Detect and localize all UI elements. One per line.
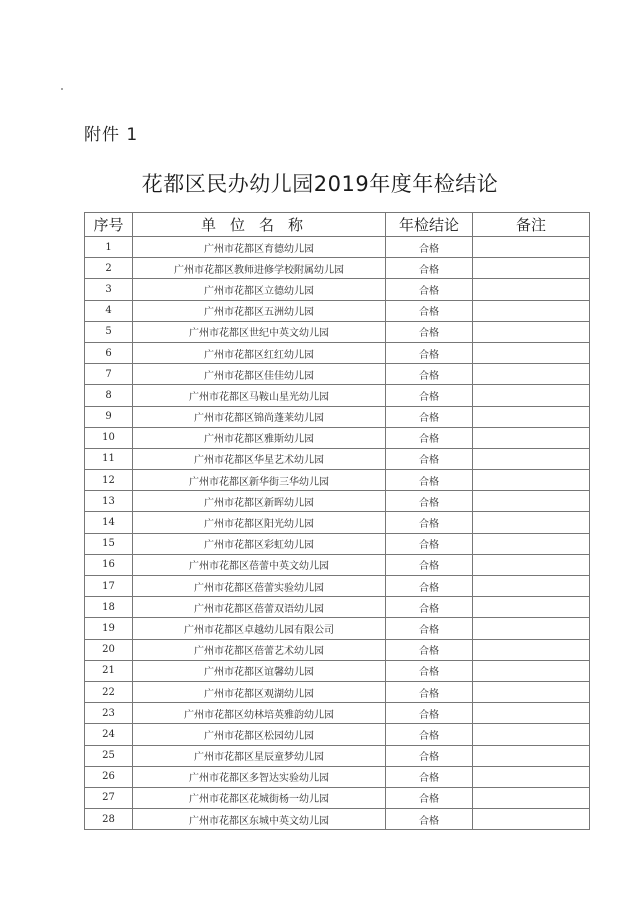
row-result: 合格 [386, 427, 473, 448]
table-row [85, 618, 590, 639]
row-index: 7 [85, 364, 133, 385]
row-result: 合格 [386, 364, 473, 385]
row-remark [473, 533, 590, 554]
table-row [85, 787, 590, 808]
row-index: 26 [85, 766, 133, 787]
row-index: 1 [85, 237, 133, 258]
row-result: 合格 [386, 406, 473, 427]
row-remark [473, 660, 590, 681]
table-row [85, 406, 590, 427]
row-remark [473, 237, 590, 258]
table-row [85, 491, 590, 512]
row-result: 合格 [386, 703, 473, 724]
row-name: 广州市花都区彩虹幼儿园 [133, 533, 386, 554]
row-remark [473, 618, 590, 639]
row-name: 广州市花都区蓓蕾中英文幼儿园 [133, 554, 386, 575]
row-result: 合格 [386, 597, 473, 618]
row-name: 广州市花都区马鞍山星光幼儿园 [133, 385, 386, 406]
row-result: 合格 [386, 724, 473, 745]
row-remark [473, 491, 590, 512]
table-row [85, 279, 590, 300]
row-index: 5 [85, 321, 133, 342]
row-name: 广州市花都区卓越幼儿园有限公司 [133, 618, 386, 639]
header-remark: 备注 [473, 213, 590, 237]
row-index: 19 [85, 618, 133, 639]
row-index: 12 [85, 470, 133, 491]
row-result: 合格 [386, 766, 473, 787]
row-index: 3 [85, 279, 133, 300]
row-result: 合格 [386, 491, 473, 512]
table-row [85, 512, 590, 533]
row-name: 广州市花都区阳光幼儿园 [133, 512, 386, 533]
table-row [85, 321, 590, 342]
row-result: 合格 [386, 787, 473, 808]
row-index: 8 [85, 385, 133, 406]
table-row [85, 342, 590, 363]
header-result: 年检结论 [386, 213, 473, 237]
row-index: 6 [85, 342, 133, 363]
header-index: 序号 [85, 213, 133, 237]
row-index: 9 [85, 406, 133, 427]
row-index: 15 [85, 533, 133, 554]
row-result: 合格 [386, 470, 473, 491]
row-result: 合格 [386, 639, 473, 660]
row-name: 广州市花都区蓓蕾艺术幼儿园 [133, 639, 386, 660]
table-row [85, 427, 590, 448]
row-index: 16 [85, 554, 133, 575]
row-remark [473, 766, 590, 787]
row-remark [473, 364, 590, 385]
table-row [85, 576, 590, 597]
row-name: 广州市花都区观湖幼儿园 [133, 681, 386, 702]
table-row [85, 364, 590, 385]
row-index: 22 [85, 681, 133, 702]
row-index: 27 [85, 787, 133, 808]
table-row [85, 766, 590, 787]
header-name: 单位名称 [133, 213, 386, 237]
row-remark [473, 809, 590, 830]
row-name: 广州市花都区世纪中英文幼儿园 [133, 321, 386, 342]
table-row [85, 385, 590, 406]
row-result: 合格 [386, 576, 473, 597]
row-result: 合格 [386, 448, 473, 469]
row-index: 24 [85, 724, 133, 745]
row-remark [473, 681, 590, 702]
row-remark [473, 321, 590, 342]
row-result: 合格 [386, 300, 473, 321]
table-row [85, 554, 590, 575]
row-name: 广州市花都区花城街杨一幼儿园 [133, 787, 386, 808]
row-remark [473, 703, 590, 724]
row-index: 23 [85, 703, 133, 724]
row-remark [473, 639, 590, 660]
table-row [85, 724, 590, 745]
row-remark [473, 554, 590, 575]
row-name: 广州市花都区育德幼儿园 [133, 237, 386, 258]
table-row [85, 533, 590, 554]
attachment-label: 附件 1 [84, 125, 139, 145]
row-result: 合格 [386, 512, 473, 533]
row-name: 广州市花都区红红幼儿园 [133, 342, 386, 363]
scan-speck [61, 88, 63, 90]
table-row [85, 448, 590, 469]
row-index: 18 [85, 597, 133, 618]
row-index: 4 [85, 300, 133, 321]
row-index: 20 [85, 639, 133, 660]
row-name: 广州市花都区蓓蕾实验幼儿园 [133, 576, 386, 597]
row-name: 广州市花都区多智达实验幼儿园 [133, 766, 386, 787]
row-name: 广州市花都区锦尚蓬莱幼儿园 [133, 406, 386, 427]
row-index: 13 [85, 491, 133, 512]
row-index: 17 [85, 576, 133, 597]
table-row [85, 258, 590, 279]
row-result: 合格 [386, 554, 473, 575]
row-result: 合格 [386, 809, 473, 830]
row-result: 合格 [386, 258, 473, 279]
row-name: 广州市花都区立德幼儿园 [133, 279, 386, 300]
row-result: 合格 [386, 342, 473, 363]
table-row [85, 470, 590, 491]
row-index: 28 [85, 809, 133, 830]
row-remark [473, 385, 590, 406]
document-title: 花都区民办幼儿园2019年度年检结论 [141, 172, 499, 196]
row-remark [473, 427, 590, 448]
table-row [85, 639, 590, 660]
row-name: 广州市花都区雅斯幼儿园 [133, 427, 386, 448]
row-index: 10 [85, 427, 133, 448]
inspection-results-table [84, 212, 590, 830]
row-result: 合格 [386, 385, 473, 406]
row-name: 广州市花都区新晖幼儿园 [133, 491, 386, 512]
row-name: 广州市花都区星辰童梦幼儿园 [133, 745, 386, 766]
row-name: 广州市花都区谊馨幼儿园 [133, 660, 386, 681]
table-header-row [85, 213, 590, 237]
table-row [85, 597, 590, 618]
row-name: 广州市花都区蓓蕾双语幼儿园 [133, 597, 386, 618]
row-name: 广州市花都区佳佳幼儿园 [133, 364, 386, 385]
table-body [85, 237, 590, 830]
table-row [85, 681, 590, 702]
row-remark [473, 258, 590, 279]
row-remark [473, 724, 590, 745]
row-remark [473, 448, 590, 469]
row-remark [473, 745, 590, 766]
row-remark [473, 470, 590, 491]
table-row [85, 809, 590, 830]
row-result: 合格 [386, 533, 473, 554]
row-remark [473, 512, 590, 533]
table-row [85, 237, 590, 258]
row-result: 合格 [386, 279, 473, 300]
row-index: 11 [85, 448, 133, 469]
table-row [85, 660, 590, 681]
row-index: 14 [85, 512, 133, 533]
row-result: 合格 [386, 745, 473, 766]
table-row [85, 745, 590, 766]
table-row [85, 300, 590, 321]
row-name: 广州市花都区教师进修学校附属幼儿园 [133, 258, 386, 279]
row-remark [473, 279, 590, 300]
row-name: 广州市花都区幼林培英雅韵幼儿园 [133, 703, 386, 724]
row-remark [473, 597, 590, 618]
row-result: 合格 [386, 681, 473, 702]
row-remark [473, 300, 590, 321]
row-index: 25 [85, 745, 133, 766]
row-result: 合格 [386, 660, 473, 681]
row-name: 广州市花都区东城中英文幼儿园 [133, 809, 386, 830]
row-name: 广州市花都区松园幼儿园 [133, 724, 386, 745]
row-remark [473, 576, 590, 597]
row-remark [473, 787, 590, 808]
row-remark [473, 342, 590, 363]
row-result: 合格 [386, 321, 473, 342]
row-index: 2 [85, 258, 133, 279]
row-remark [473, 406, 590, 427]
row-name: 广州市花都区五洲幼儿园 [133, 300, 386, 321]
row-result: 合格 [386, 237, 473, 258]
row-index: 21 [85, 660, 133, 681]
row-name: 广州市花都区新华街三华幼儿园 [133, 470, 386, 491]
row-result: 合格 [386, 618, 473, 639]
row-name: 广州市花都区华星艺术幼儿园 [133, 448, 386, 469]
table-row [85, 703, 590, 724]
